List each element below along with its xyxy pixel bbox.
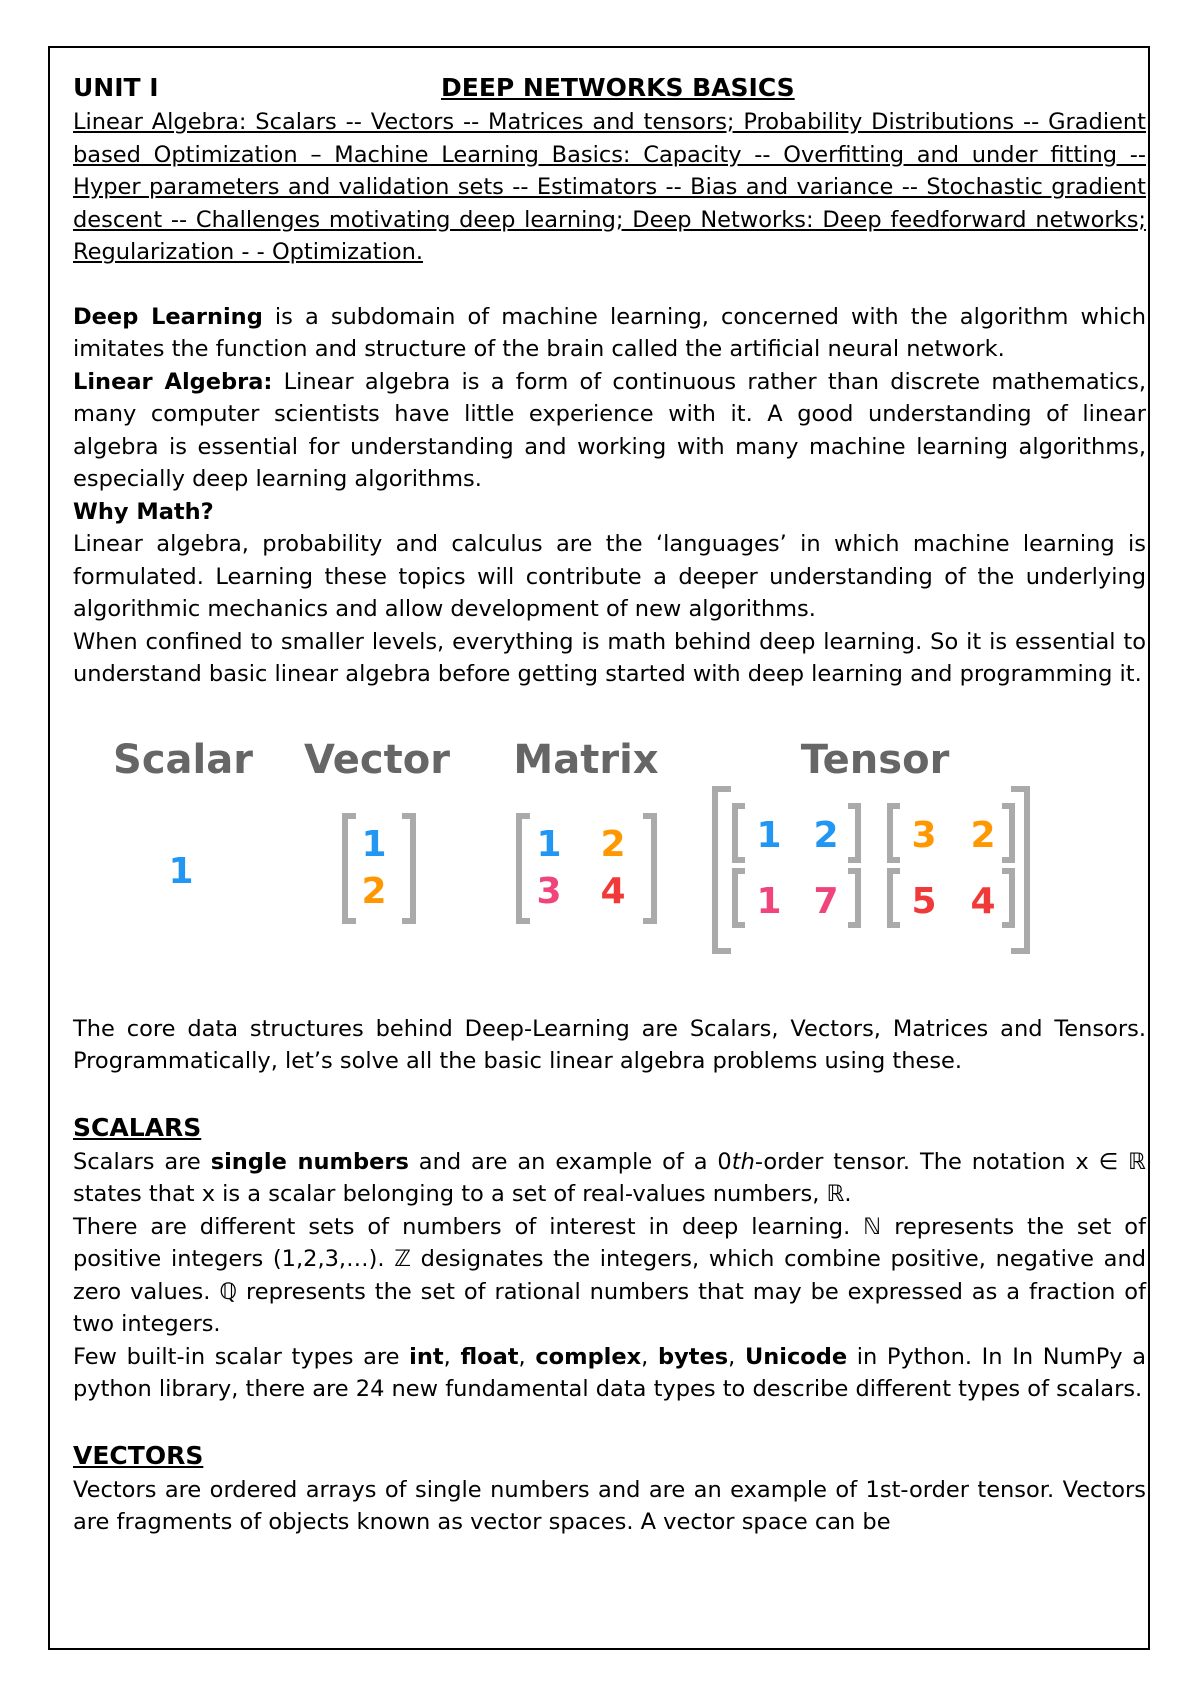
core-structures-paragraph: The core data structures behind Deep-Learning are Scalars, Vectors, Matrices and Tensors. Programmatically, let’s solve all the basic linear algebra problems using these. xyxy=(73,1015,1146,1074)
single-numbers-term: single numbers xyxy=(210,1148,409,1175)
tensor-bracket-tl-right xyxy=(848,806,858,860)
tensor-value-1: 1 xyxy=(756,814,782,856)
matrix-value-1: 1 xyxy=(536,823,562,865)
type-float: float xyxy=(460,1343,519,1370)
scalars-paragraph-2: There are different sets of numbers of interest in deep learning. ℕ represents the set of positive integers (1,2,3,…). ℤ designates the integers, which combine positive, negative and zero values. ℚ represents the set of rational numbers that may be expressed as a fraction of two integers. xyxy=(73,1213,1146,1337)
scalars-paragraph-3: Few built-in scalar types are int, float, complex, bytes, Unicode in Python. In In NumPy a python library, there are 24 new fundamental data types to describe different types of scalars. xyxy=(73,1343,1147,1402)
vector-label: Vector xyxy=(304,736,450,783)
tensor-bracket-tl-left xyxy=(735,806,745,860)
dl-definition xyxy=(73,301,1146,366)
la-definition xyxy=(73,366,1146,496)
tensor-value-2: 2 xyxy=(813,814,839,856)
why-math-heading: Why Math? xyxy=(73,498,214,525)
tensor-bracket-outer-left xyxy=(715,789,731,951)
tensor-label: Tensor xyxy=(800,736,950,783)
tensor-bracket-bl-right xyxy=(848,871,858,925)
scalars-paragraph-1: Scalars are single numbers and are an example of a 0th-order tensor. The notation x ∈ ℝ states that x is a scalar belonging to a set of real-values numbers, ℝ. xyxy=(73,1148,1147,1207)
scalars-heading: SCALARS xyxy=(73,1112,202,1142)
la-term: Linear Algebra: xyxy=(73,368,273,395)
tensor-bracket-tr-left xyxy=(890,806,900,860)
matrix-value-2: 2 xyxy=(600,823,626,865)
tensor-bracket-br-left xyxy=(890,871,900,925)
type-bytes: bytes xyxy=(657,1343,729,1370)
type-complex: complex xyxy=(535,1343,642,1370)
vectors-heading: VECTORS xyxy=(73,1440,204,1470)
tensor-value-4: 2 xyxy=(970,814,996,856)
vector-value-2: 2 xyxy=(361,870,387,912)
tensor-value-6: 7 xyxy=(813,880,839,922)
scalar-label: Scalar xyxy=(113,736,253,783)
vector-bracket-right xyxy=(402,816,413,921)
document-body xyxy=(73,70,1146,1539)
tensor-bracket-bl-left xyxy=(735,871,745,925)
vector-bracket-left xyxy=(345,816,356,921)
tensor-value-7: 5 xyxy=(911,880,937,922)
type-unicode: Unicode xyxy=(744,1343,848,1370)
type-int: int xyxy=(409,1343,444,1370)
tensor-value-5: 1 xyxy=(756,880,782,922)
brackets xyxy=(345,789,1027,951)
tensor-value-3: 3 xyxy=(911,814,937,856)
syllabus: Linear Algebra: Scalars -- Vectors -- Matrices and tensors; Probability Distributions -- Gradient based Optimization – Machine Learning Basics: Capacity -- Overfitting and under fitting -- Hyper parameters and validation sets -- Estimators -- Bias and variance -- Stochastic gradient descent -- Challenges motivating deep learning; Deep Networks: Deep feedforward networks; Regularization - - Optimization. xyxy=(73,109,1146,265)
tensor-bracket-br-right xyxy=(1002,871,1012,925)
tensor-figure-svg xyxy=(73,711,1146,1001)
matrix-bracket-left xyxy=(519,816,530,921)
vectors-paragraph-1: Vectors are ordered arrays of single numbers and are an example of 1st-order tensor. Vectors are fragments of objects known as vector spaces. A vector space can be xyxy=(73,1476,1146,1535)
why-math-paragraph-1: Linear algebra, probability and calculus are the ‘languages’ in which machine learning is formulated. Learning these topics will contribute a deeper understanding of the underlying algorithmic mechanics and allow development of new algorithms. xyxy=(73,531,1146,622)
unit-title xyxy=(73,70,1146,106)
matrix-bracket-right xyxy=(643,816,654,921)
matrix-value-3: 3 xyxy=(536,870,562,912)
why-math-paragraph-2: When confined to smaller levels, everything is math behind deep learning. So it is essential to understand basic linear algebra before getting started with deep learning and programming it. xyxy=(73,628,1146,687)
unit-label: UNIT I xyxy=(73,73,159,102)
dl-term: Deep Learning xyxy=(73,303,263,330)
tensor-bracket-tr-right xyxy=(1002,806,1012,860)
tensor-value-8: 4 xyxy=(970,880,996,922)
tensor-figure xyxy=(73,711,1146,1001)
matrix-value-4: 4 xyxy=(600,870,626,912)
la-text: Linear algebra is a form of continuous rather than discrete mathematics, many computer scientists have little experience with it. A good understanding of linear algebra is essential for understanding and working with many machine learning algorithms, especially deep learning algorithms. xyxy=(73,368,1146,492)
matrix-label: Matrix xyxy=(513,736,659,783)
vector-value-1: 1 xyxy=(361,823,387,865)
scalar-value: 1 xyxy=(168,850,194,892)
dl-text: is a subdomain of machine learning, concerned with the algorithm which imitates the function and structure of the brain called the artificial neural network. xyxy=(73,303,1146,362)
unit-heading: DEEP NETWORKS BASICS xyxy=(441,73,795,102)
